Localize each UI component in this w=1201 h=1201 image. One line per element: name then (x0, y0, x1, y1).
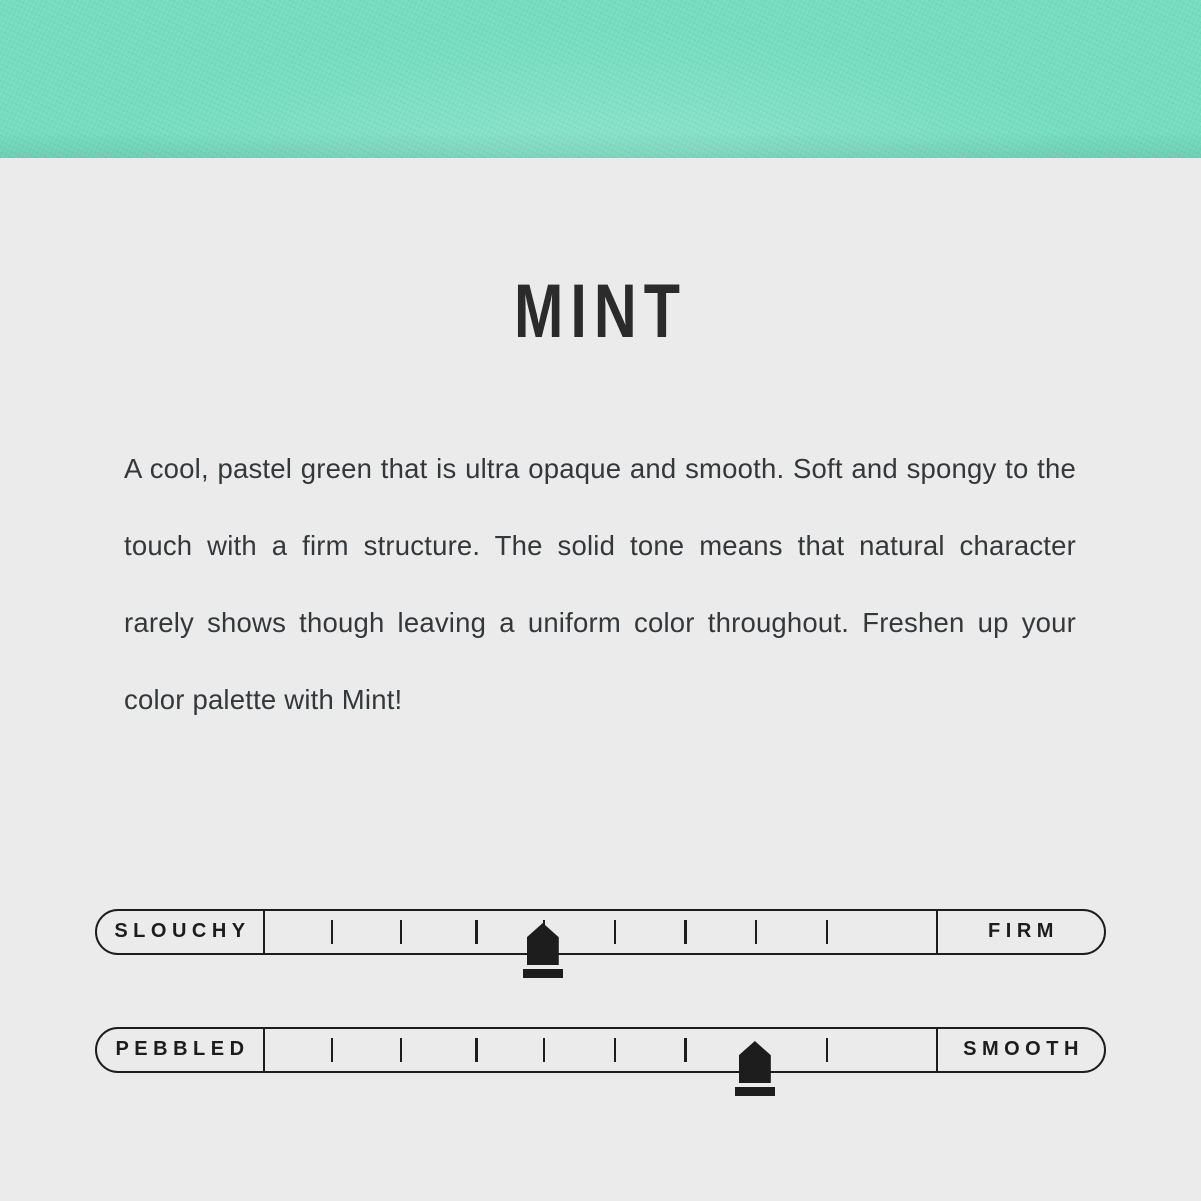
scale-tick (614, 1038, 617, 1062)
scale-right-label: SMOOTH (936, 1027, 1104, 1073)
scale-tick (475, 920, 478, 944)
scale-tick (755, 920, 758, 944)
scale-tick (331, 920, 334, 944)
scale-ticks (265, 1027, 936, 1073)
scale-tick (684, 1038, 687, 1062)
marker-base (523, 969, 563, 978)
marker-pin-icon (739, 1041, 771, 1083)
color-description: A cool, pastel green that is ultra opaque and smooth. Soft and spongy to the touch with a firm structure. The solid tone means that natural character rarely shows though leaving a uniform color throughout. Freshen up your color palette with Mint! (124, 453, 1076, 715)
scale-tick (826, 1038, 829, 1062)
scale-slouchy-firm (0, 900, 1201, 970)
scale-left-label: SLOUCHY (97, 909, 265, 955)
scale-tick (826, 920, 829, 944)
marker-pin-icon (527, 923, 559, 965)
scale-tick (614, 920, 617, 944)
scale-left-label: PEBBLED (97, 1027, 265, 1073)
scale-pebbled-smooth (0, 1018, 1201, 1088)
scale-tick (331, 1038, 334, 1062)
attribute-scales (0, 900, 1201, 1136)
scale-tick (543, 1038, 546, 1062)
marker-base (735, 1087, 775, 1096)
page-title: MINT (514, 269, 687, 354)
scale-marker[interactable] (735, 1041, 775, 1099)
scale-ticks (265, 909, 936, 955)
scale-tick (400, 1038, 403, 1062)
mint-color-swatch (0, 0, 1201, 158)
swatch-bottom-shadow (0, 132, 1201, 158)
scale-tick (684, 920, 687, 944)
scale-tick (400, 920, 403, 944)
scale-right-label: FIRM (936, 909, 1104, 955)
scale-marker[interactable] (523, 923, 563, 981)
scale-tick (475, 1038, 478, 1062)
